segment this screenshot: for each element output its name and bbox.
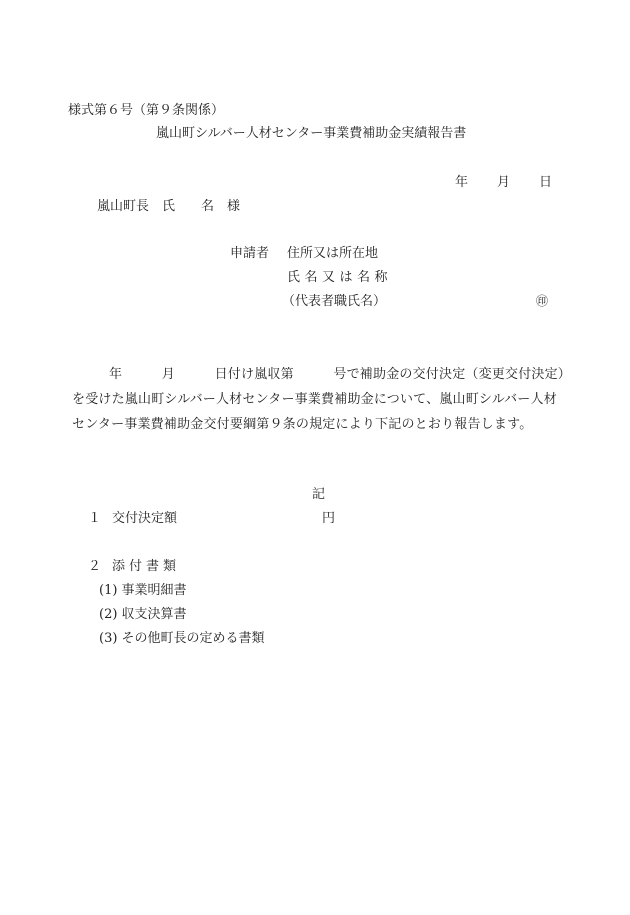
date-day-label: 日 xyxy=(539,175,553,190)
ki-heading: 記 xyxy=(312,487,326,502)
item-1-unit: 円 xyxy=(322,511,336,526)
applicant-name-label: 氏名又は名称 xyxy=(287,270,393,285)
date-year-label: 年 xyxy=(455,175,469,190)
item-2-number: ２ xyxy=(88,559,102,574)
attachment-subitem: (3) その他町長の定める書類 xyxy=(99,631,265,646)
item-1-label: 交付決定額 xyxy=(112,511,178,526)
document-title: 嵐山町シルバー人材センター事業費補助金実績報告書 xyxy=(156,126,467,141)
attachment-subitem: (2) 収支決算書 xyxy=(99,607,187,622)
applicant-label: 申請者 xyxy=(230,246,270,261)
item-2-label: 添付書類 xyxy=(112,559,181,574)
form-number: 様式第６号（第９条関係） xyxy=(68,103,225,118)
date-month-label: 月 xyxy=(497,175,511,190)
applicant-address-label: 住所又は所在地 xyxy=(287,246,379,261)
report-body-text: 年 月 日付け嵐収第 号で補助金の交付決定（変更交付決定）を受けた嵐山町シルバー人材センター事業費補助金について、嵐山町シルバー人材センター事業費補助金交付要綱第９条の規定により下記のとおり報告します。 xyxy=(72,367,565,432)
applicant-representative-label: （代表者職氏名） xyxy=(282,294,387,309)
attachment-subitem: (1) 事業明細書 xyxy=(99,583,187,598)
seal-mark: ㊞ xyxy=(536,294,549,308)
item-1-number: １ xyxy=(88,511,102,526)
addressee: 嵐山町長 氏 名 様 xyxy=(97,199,241,214)
